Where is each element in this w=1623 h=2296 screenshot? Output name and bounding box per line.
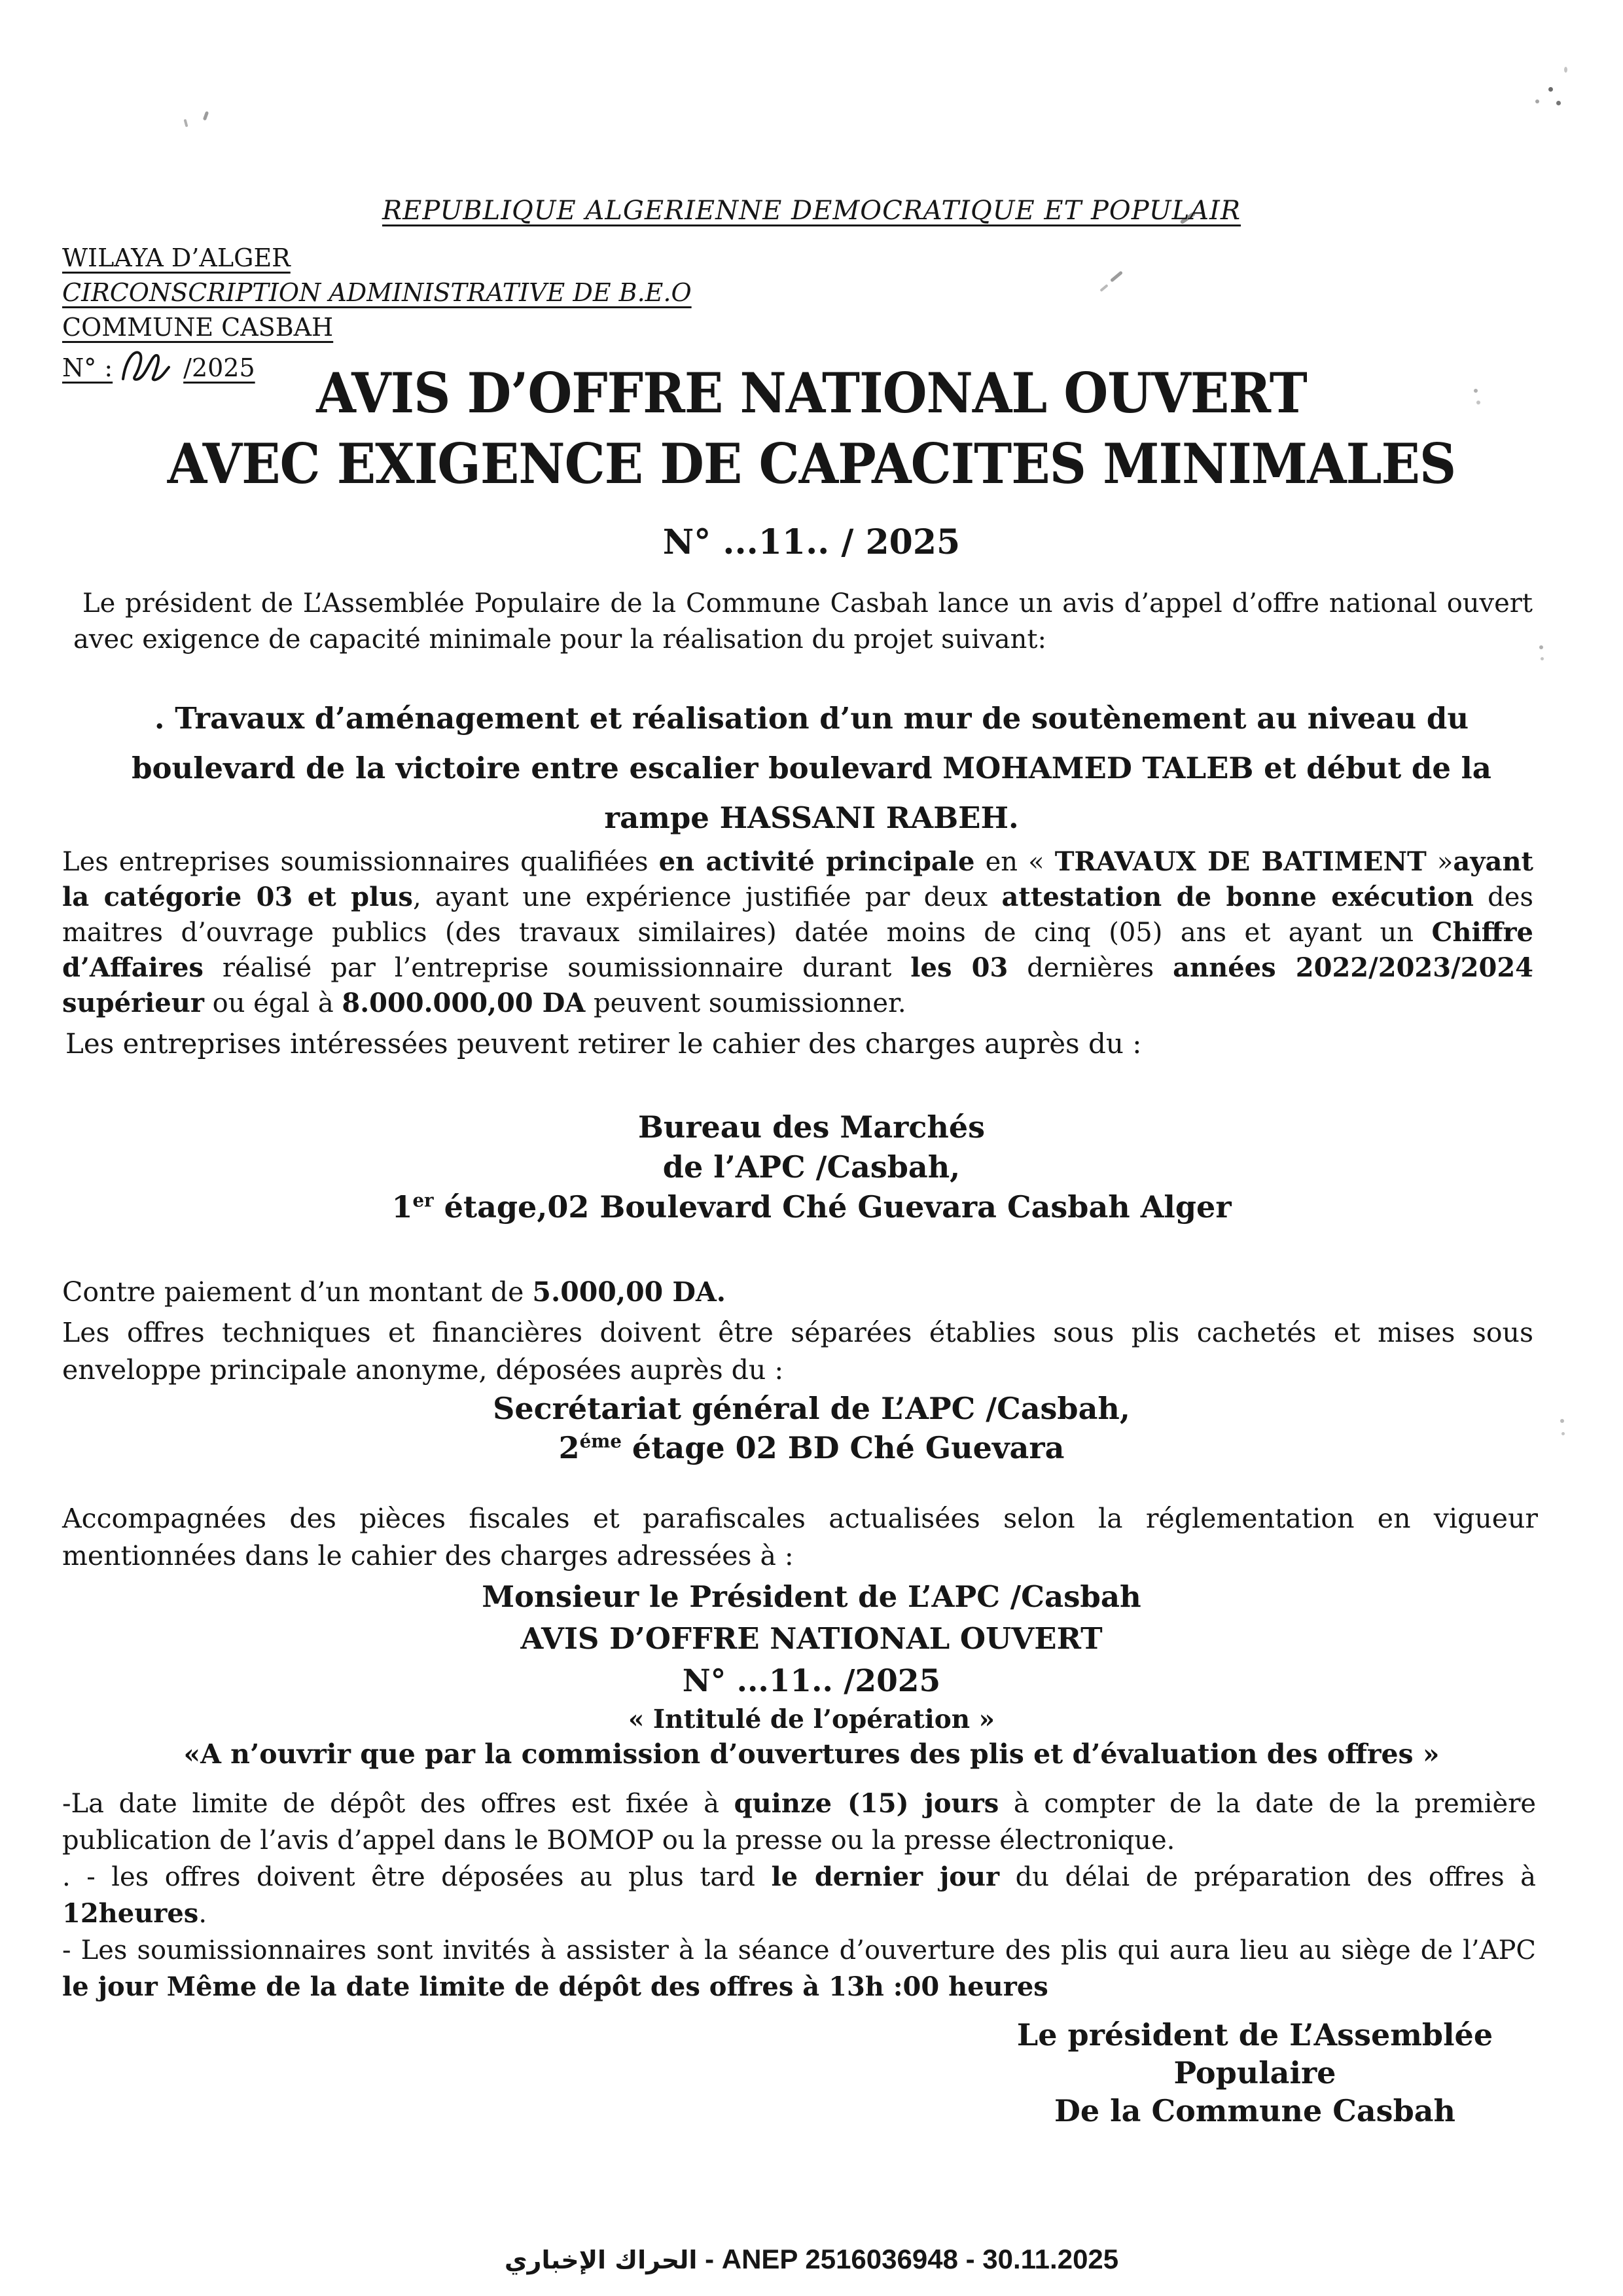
intro-paragraph: Le président de L’Assemblée Populaire de la Commune Casbah lance un avis d’appel d’offre national ouvert avec exigence de capacité minimale pour la réalisation du projet suivant: [73, 588, 1533, 655]
retrait-line: Les entreprises intéressées peuvent retirer le cahier des charges auprès du : [65, 1028, 1142, 1060]
scan-artifact [1535, 99, 1539, 103]
paiement-line: Contre paiement d’un montant de 5.000,00 DA. [62, 1276, 726, 1308]
scan-artifact [184, 119, 188, 128]
reference-prefix: N° : [62, 353, 113, 382]
scan-artifact [1539, 645, 1543, 649]
main-title-line-1: AVIS D’OFFRE NATIONAL OUVERT [316, 361, 1307, 426]
scan-artifact [1099, 284, 1108, 292]
accompagne-paragraph: Accompagnées des pièces fiscales et parafiscales actualisées selon la réglementation en vigueur mentionnées dans le cahier des charges adressées à : [62, 1503, 1538, 1571]
footer-separator: - [697, 2244, 722, 2274]
footer-anep-number: ANEP 2516036948 - 30.11.2025 [721, 2244, 1119, 2274]
offres-paragraph: Les offres techniques et financières doivent être séparées établies sous plis cachetés et mises sous enveloppe principale anonyme, déposées auprès du : [62, 1317, 1533, 1386]
signature-line-1: Le président de L’Assemblée Populaire [1016, 2017, 1493, 2090]
reference-suffix: /2025 [183, 353, 255, 382]
main-title-line-2: AVEC EXIGENCE DE CAPACITES MINIMALES [167, 432, 1456, 497]
scan-artifact [1556, 101, 1561, 105]
adresse-line-president: Monsieur le Président de L’APC /Casbah [482, 1579, 1141, 1614]
republic-header-line [0, 196, 1623, 226]
bureau-block [0, 1107, 1623, 1227]
scan-artifact [1110, 271, 1123, 283]
footer-anep-line [0, 2244, 1623, 2275]
deadline-paragraph-3: - Les soumissionnaires sont invités à assister à la séance d’ouverture des plis qui aura lieu au siège de l’APC le jour Même de la date limite de dépôt des offres à 13h :00 heures [62, 1935, 1536, 2002]
adresse-block [0, 1579, 1623, 1770]
deadline-paragraph-2: . - les offres doivent être déposées au plus tard le dernier jour du délai de préparation des offres à 12heures. [62, 1861, 1536, 1929]
notice-number: N° ...11.. / 2025 [662, 522, 961, 562]
secretariat-line-2: $2^{éme}$ étage 02 BD Ché Guevara [558, 1430, 1065, 1465]
secretariat-line-1: Secrétariat général de L’APC /Casbah, [493, 1391, 1130, 1426]
adresse-line-commission: «A n’ouvrir que par la commission d’ouvertures des plis et d’évaluation des offres » [183, 1738, 1440, 1770]
scan-artifact [203, 111, 209, 121]
adresse-line-number: N° ...11.. /2025 [682, 1663, 941, 1699]
eligibility-paragraph: Les entreprises soumissionnaires qualifiées en activité principale en « TRAVAUX DE BATIMENT »ayant la catégorie 03 et plus, ayant une expérience justifiée par deux attestation de bonne exécution des maitres d’ouvrage publics (des travaux similaires) datée moins de cinq (05) ans et ayant un Chiffre d’Affaires réalisé par l’entreprise soumissionnaire durant les 03 dernières années 2022/2023/2024 supérieur ou égal à 8.000.000,00 DA peuvent soumissionner. [62, 846, 1534, 1018]
agency-line-circonscription: CIRCONSCRIPTION ADMINISTRATIVE DE B.E.O [62, 278, 692, 307]
footer-arabic-text: الحراك الإخباري [504, 2246, 698, 2274]
main-title [0, 359, 1623, 500]
scan-artifact [1548, 87, 1553, 92]
bureau-line-2: de l’APC /Casbah, [662, 1149, 961, 1185]
project-title: . Travaux d’aménagement et réalisation d’un mur de soutènement au niveau du boulevard de la victoire entre escalier boulevard MOHAMED TALEB et début de la rampe HASSANI RABEH. [132, 701, 1491, 835]
agency-line-commune: COMMUNE CASBAH [62, 313, 334, 342]
scan-artifact [1564, 67, 1567, 73]
agency-line-wilaya: WILAYA D’ALGER [62, 243, 291, 272]
bureau-line-3: 1er étage,02 Boulevard Ché Guevara Casbah Alger [391, 1189, 1232, 1225]
scan-artifact [1541, 657, 1544, 660]
signature-block [952, 2016, 1558, 2130]
republic-header-text: REPUBLIQUE ALGERIENNE DEMOCRATIQUE ET POPULAIR [382, 196, 1241, 226]
adresse-line-avis: AVIS D’OFFRE NATIONAL OUVERT [520, 1621, 1103, 1656]
deadline-paragraph-1: -La date limite de dépôt des offres est fixée à quinze (15) jours à compter de la date de la première publication de l’avis d’appel dans le BOMOP ou la presse ou la presse électronique. [62, 1788, 1537, 1856]
adresse-line-intitule: « Intitulé de l’opération » [628, 1704, 995, 1734]
secretariat-block [0, 1389, 1623, 1467]
bureau-line-1: Bureau des Marchés [637, 1109, 985, 1145]
signature-line-2: De la Commune Casbah [1054, 2093, 1455, 2128]
deadlines-block [62, 1785, 1536, 2005]
